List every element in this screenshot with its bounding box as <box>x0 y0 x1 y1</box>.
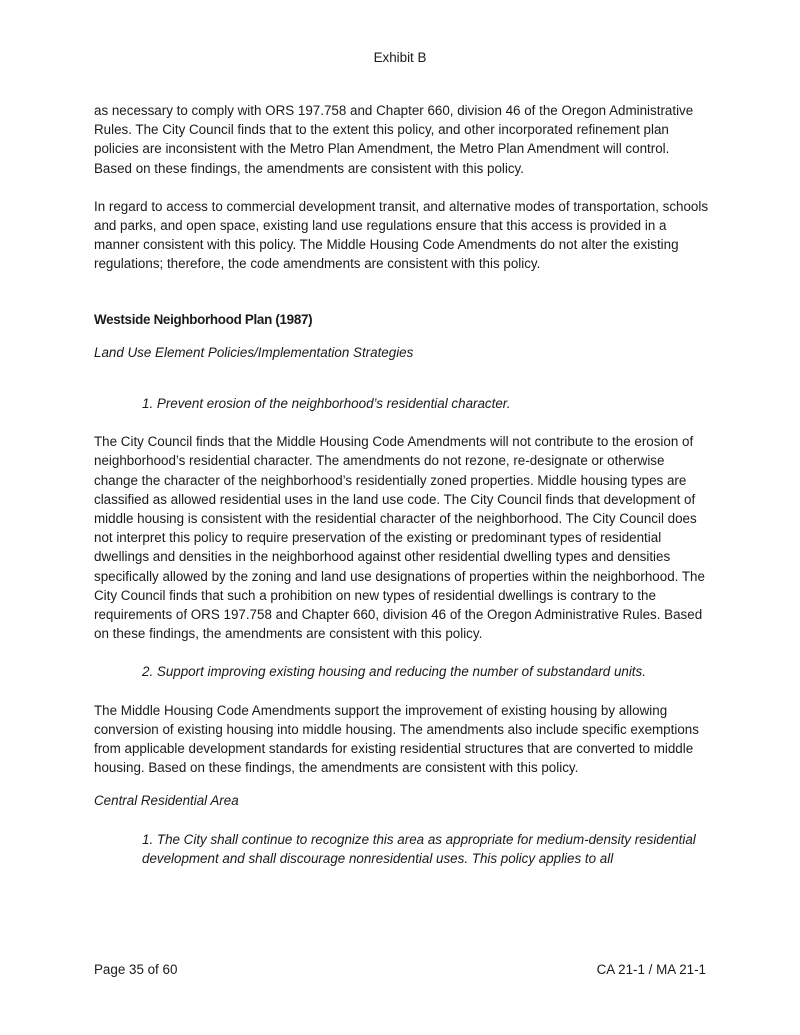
page-number: Page 35 of 60 <box>94 962 178 977</box>
policy-item-2: 2. Support improving existing housing and reducing the number of substandard units. <box>142 664 646 680</box>
page-body <box>94 101 710 868</box>
case-number: CA 21-1 / MA 21-1 <box>596 962 706 977</box>
page-header: Exhibit B <box>373 50 427 65</box>
paragraph-housing-findings: The Middle Housing Code Amendments support the improvement of existing housing by allowing conversion of existing housing into middle housing. The amendments also include specific exemptions from applicable development standards for existing residential structures that are converted to middle housing. Based on these findings, the amendments are consistent with this policy. <box>94 702 699 776</box>
paragraph-erosion-findings: The City Council finds that the Middle Housing Code Amendments will not contribute to the erosion of neighborhood’s residential character. The amendments do not rezone, re-designate or otherwise change the character of the neighborhood’s residentially zoned properties. Middle housing types are classified as allowed residential uses in the land use code. The City Council finds that development of middle housing is consistent with the residential character of the neighborhood. The City Council does not interpret this policy to require preservation of the existing or predominant types of residential dwellings and densities in the neighborhood against other residential dwelling types and densities specifically allowed by the zoning and land use designations of properties within the neighborhood. The City Council finds that such a prohibition on new types of residential dwellings is contrary to the requirements of ORS 197.758 and Chapter 660, division 46 of the Oregon Administrative Rules. Based on these findings, the amendments are consistent with this policy. <box>94 434 705 642</box>
subheading-central-residential: Central Residential Area <box>94 793 239 809</box>
section-heading: Westside Neighborhood Plan (1987) <box>94 311 313 327</box>
policy-item-1: 1. Prevent erosion of the neighborhood’s residential character. <box>142 396 511 412</box>
paragraph-metro-plan: as necessary to comply with ORS 197.758 and Chapter 660, division 46 of the Oregon Administrative Rules. The City Council finds that to the extent this policy, and other incorporated refinement plan policies are inconsistent with the Metro Plan Amendment, the Metro Plan Amendment will control. Based on these findings, the amendments are consistent with this policy. <box>94 103 694 176</box>
policy-item-central-1: 1. The City shall continue to recognize this area as appropriate for medium-density residential development and shall discourage nonresidential uses. This policy applies to all <box>142 831 696 866</box>
subheading-land-use: Land Use Element Policies/Implementation Strategies <box>94 344 414 360</box>
paragraph-access: In regard to access to commercial development transit, and alternative modes of transportation, schools and parks, and open space, existing land use regulations ensure that this access is provided in a manner consistent with this policy. The Middle Housing Code Amendments do not alter the existing regulations; therefore, the code amendments are consistent with this policy. <box>94 198 709 272</box>
